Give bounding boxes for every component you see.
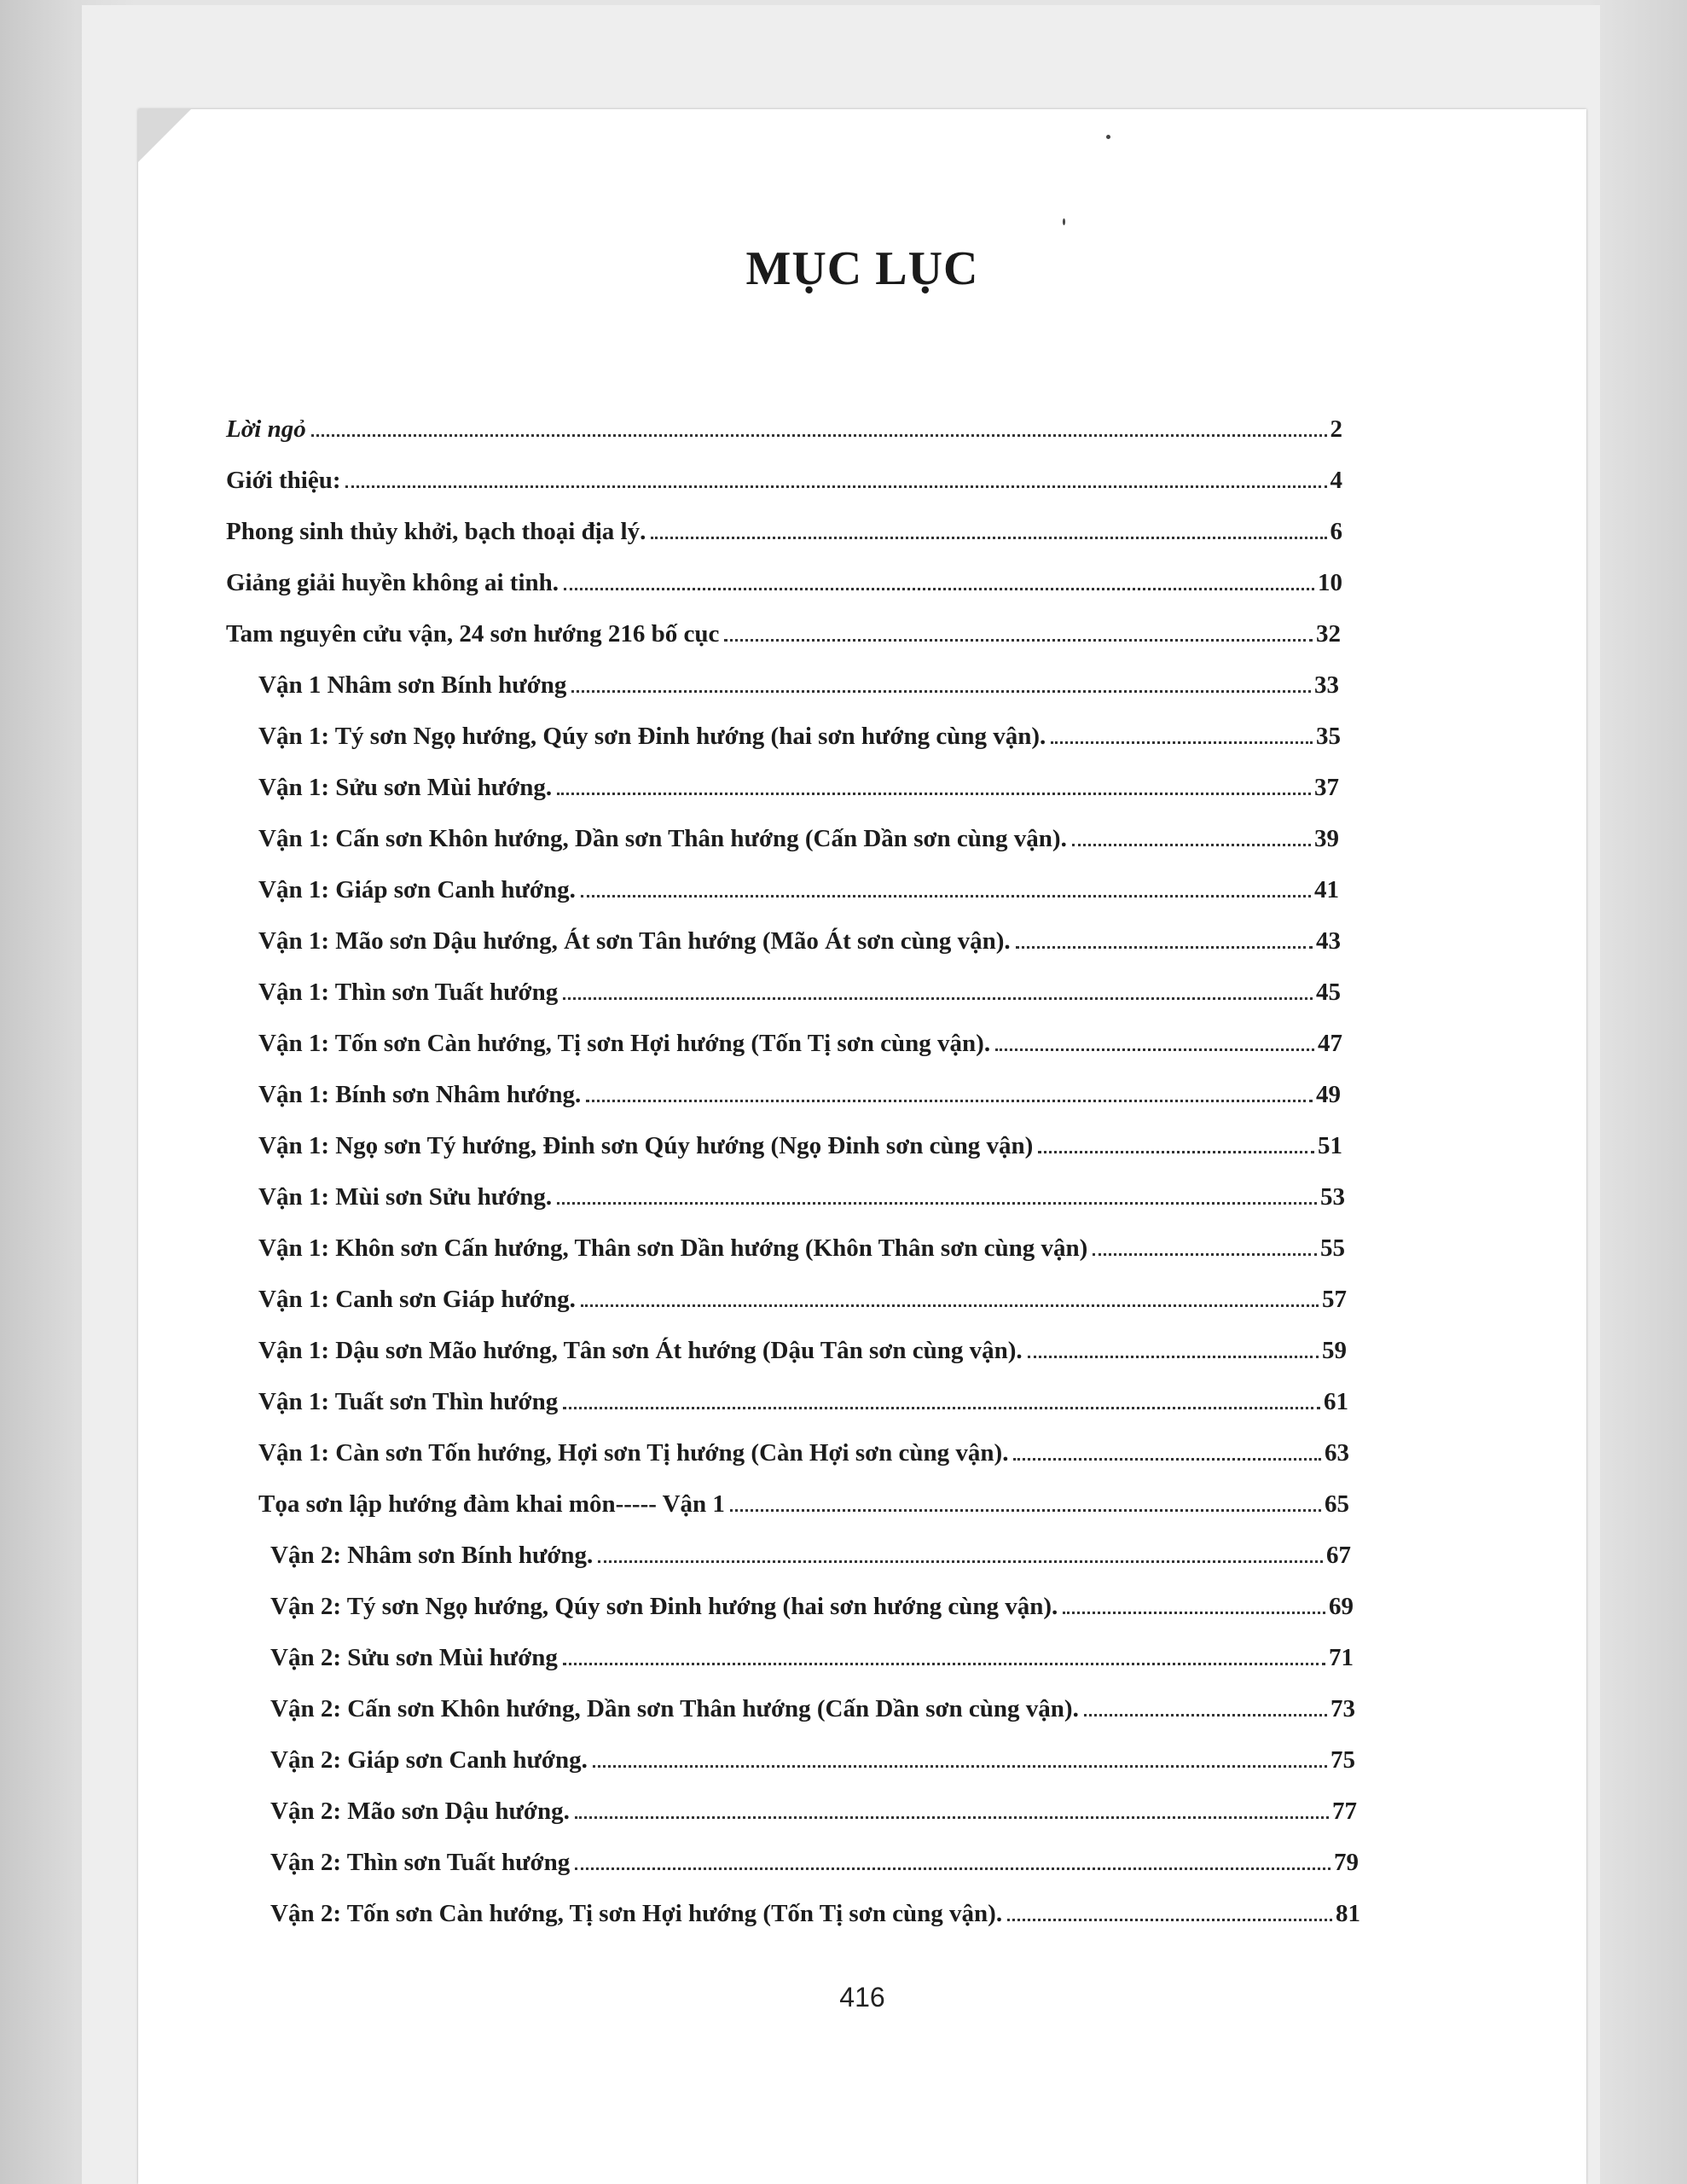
toc-entry-label: Vận 1: Tốn sơn Càn hướng, Tị sơn Hợi hướng (Tốn Tị sơn cùng vận). xyxy=(258,1030,991,1057)
dot-leader xyxy=(995,1048,1314,1051)
dot-leader xyxy=(1072,844,1311,846)
dot-leader xyxy=(1038,1151,1314,1153)
dot-leader xyxy=(651,537,1326,539)
toc-entry xyxy=(258,1333,1347,1368)
toc-entry-page: 43 xyxy=(1316,927,1341,955)
toc-entry xyxy=(270,1743,1355,1777)
toc-entry-label: Vận 2: Mão sơn Dậu hướng. xyxy=(270,1798,570,1825)
dot-leader xyxy=(593,1765,1327,1768)
toc-entry-label: Vận 1: Thìn sơn Tuất hướng xyxy=(258,979,559,1006)
toc-entry xyxy=(258,1385,1348,1419)
toc-entry-page: 39 xyxy=(1314,825,1339,852)
toc-entry-page: 75 xyxy=(1330,1746,1355,1774)
toc-entry-label: Vận 1: Giáp sơn Canh hướng. xyxy=(258,876,576,903)
dot-leader xyxy=(586,1100,1313,1102)
page-title: MỤC LỤC xyxy=(745,242,979,295)
toc-entry-label: Vận 1: Tuất sơn Thìn hướng xyxy=(258,1388,559,1415)
dot-leader xyxy=(557,1202,1317,1205)
toc-entry-page: 55 xyxy=(1320,1234,1345,1262)
toc-entry-page: 53 xyxy=(1320,1183,1345,1211)
toc-entry-label: Giới thiệu: xyxy=(226,467,341,494)
toc-entry xyxy=(258,1077,1341,1112)
dot-leader xyxy=(564,588,1314,590)
toc-entry-page: 57 xyxy=(1322,1286,1347,1313)
dot-leader xyxy=(1013,1458,1321,1461)
toc-entry-label: Vận 2: Nhâm sơn Bính hướng. xyxy=(270,1542,594,1569)
toc-entry-page: 69 xyxy=(1329,1593,1354,1620)
page-number: 416 xyxy=(839,1982,885,2013)
toc-entry-page: 6 xyxy=(1330,518,1342,545)
toc-entry-label: Vận 1: Mão sơn Dậu hướng, Át sơn Tân hướng (Mão Át sơn cùng vận). xyxy=(258,927,1011,955)
toc-entry xyxy=(226,463,1342,497)
toc-entry xyxy=(258,1026,1342,1060)
toc-entry xyxy=(258,719,1341,753)
toc-entry xyxy=(258,1436,1349,1470)
dot-leader xyxy=(581,895,1311,897)
toc-entry-label: Vận 1: Khôn sơn Cấn hướng, Thân sơn Dần hướng (Khôn Thân sơn cùng vận) xyxy=(258,1234,1088,1262)
dot-leader xyxy=(571,690,1311,693)
dot-leader xyxy=(575,1867,1330,1870)
toc-entry-label: Vận 2: Sửu sơn Mùi hướng xyxy=(270,1644,558,1671)
toc-entry-page: 32 xyxy=(1316,620,1341,648)
dot-leader xyxy=(575,1816,1329,1819)
toc-entry xyxy=(226,566,1342,600)
dot-leader xyxy=(563,1407,1320,1409)
toc-entry-page: 10 xyxy=(1318,569,1342,596)
toc-entry-page: 81 xyxy=(1336,1900,1360,1927)
toc-entry-label: Vận 1: Bính sơn Nhâm hướng. xyxy=(258,1081,582,1108)
toc-entry-page: 35 xyxy=(1316,723,1341,750)
toc-entry-page: 2 xyxy=(1330,415,1342,443)
dot-leader xyxy=(1028,1356,1319,1358)
toc-entry xyxy=(258,873,1339,907)
toc-entry-label: Phong sinh thủy khởi, bạch thoại địa lý. xyxy=(226,518,646,545)
toc-entry-label: Vận 1: Tý sơn Ngọ hướng, Qúy sơn Đinh hướng (hai sơn hướng cùng vận). xyxy=(258,723,1046,750)
dot-leader xyxy=(730,1509,1321,1512)
toc-entry xyxy=(270,1589,1354,1623)
toc-entry xyxy=(270,1641,1354,1675)
toc-entry-label: Vận 2: Cấn sơn Khôn hướng, Dần sơn Thân hướng (Cấn Dần sơn cùng vận). xyxy=(270,1695,1079,1722)
toc-entry xyxy=(226,412,1342,446)
toc-entry-label: Vận 1: Canh sơn Giáp hướng. xyxy=(258,1286,576,1313)
toc-entry-page: 49 xyxy=(1316,1081,1341,1108)
dot-leader xyxy=(724,639,1313,642)
document-page xyxy=(138,109,1586,2184)
toc-entry-label: Vận 2: Tý sơn Ngọ hướng, Qúy sơn Đinh hướng (hai sơn hướng cùng vận). xyxy=(270,1593,1058,1620)
toc-entry xyxy=(258,1231,1345,1265)
toc-entry-page: 65 xyxy=(1325,1490,1349,1518)
toc-entry-label: Lời ngỏ xyxy=(226,415,306,443)
toc-entry-label: Tọa sơn lập hướng đàm khai môn----- Vận 1 xyxy=(258,1490,725,1518)
toc-entry-label: Vận 1: Càn sơn Tốn hướng, Hợi sơn Tị hướng (Càn Hợi sơn cùng vận). xyxy=(258,1439,1009,1467)
dot-leader xyxy=(345,485,1326,488)
toc-entry xyxy=(270,1538,1351,1572)
toc-entry xyxy=(258,1487,1349,1521)
toc-entry-page: 41 xyxy=(1314,876,1339,903)
toc-entry-page: 73 xyxy=(1330,1695,1355,1722)
dot-leader xyxy=(1084,1714,1327,1716)
toc-entry-page: 33 xyxy=(1314,671,1339,699)
toc-entry-page: 71 xyxy=(1329,1644,1354,1671)
dot-leader xyxy=(581,1304,1319,1307)
toc-entry-page: 63 xyxy=(1325,1439,1349,1467)
toc-entry xyxy=(226,617,1341,651)
toc-entry-label: Vận 2: Thìn sơn Tuất hướng xyxy=(270,1849,571,1876)
toc-entry-label: Vận 1: Mùi sơn Sửu hướng. xyxy=(258,1183,553,1211)
dot-leader xyxy=(598,1560,1323,1563)
toc-entry-label: Tam nguyên cửu vận, 24 sơn hướng 216 bố cục xyxy=(226,620,720,648)
dot-leader xyxy=(1051,741,1313,744)
toc-entry xyxy=(258,1282,1347,1316)
toc-entry-label: Vận 1: Sửu sơn Mùi hướng. xyxy=(258,774,553,801)
toc-entry xyxy=(258,975,1341,1009)
dot-leader xyxy=(1016,946,1313,949)
toc-entry-label: Vận 1: Ngọ sơn Tý hướng, Đinh sơn Qúy hướng (Ngọ Đinh sơn cùng vận) xyxy=(258,1132,1034,1159)
toc-entry-page: 61 xyxy=(1324,1388,1348,1415)
toc-entry xyxy=(258,1129,1342,1163)
toc-entry xyxy=(258,1180,1345,1214)
toc-entry-page: 45 xyxy=(1316,979,1341,1006)
toc-entry xyxy=(270,1896,1360,1931)
toc-entry-page: 37 xyxy=(1314,774,1339,801)
toc-entry-label: Giảng giải huyền không ai tinh. xyxy=(226,569,559,596)
dot-leader xyxy=(1063,1612,1325,1614)
toc-entry-label: Vận 1: Dậu sơn Mão hướng, Tân sơn Át hướng (Dậu Tân sơn cùng vận). xyxy=(258,1337,1023,1364)
toc-entry-label: Vận 2: Giáp sơn Canh hướng. xyxy=(270,1746,588,1774)
toc-entry xyxy=(258,822,1339,856)
dot-leader xyxy=(311,434,1327,437)
toc-entry xyxy=(270,1794,1357,1828)
toc-entry xyxy=(258,770,1339,804)
toc-entry-label: Vận 2: Tốn sơn Càn hướng, Tị sơn Hợi hướng (Tốn Tị sơn cùng vận). xyxy=(270,1900,1003,1927)
toc-entry-page: 59 xyxy=(1322,1337,1347,1364)
toc-entry-label: Vận 1: Cấn sơn Khôn hướng, Dần sơn Thân hướng (Cấn Dần sơn cùng vận). xyxy=(258,825,1067,852)
dot-leader xyxy=(1093,1253,1317,1256)
toc-entry xyxy=(258,924,1341,958)
toc-entry xyxy=(258,668,1339,702)
toc-entry xyxy=(270,1692,1355,1726)
toc-entry xyxy=(226,514,1342,549)
dot-leader xyxy=(563,997,1313,1000)
dot-leader xyxy=(1007,1919,1332,1921)
toc-entry-page: 47 xyxy=(1318,1030,1342,1057)
table-of-contents xyxy=(138,109,1586,2071)
toc-entry xyxy=(270,1845,1359,1879)
toc-entry-label: Vận 1 Nhâm sơn Bính hướng xyxy=(258,671,567,699)
toc-entry-page: 77 xyxy=(1332,1798,1357,1825)
dot-leader xyxy=(557,793,1311,795)
toc-entry-page: 51 xyxy=(1318,1132,1342,1159)
dot-leader xyxy=(563,1663,1325,1665)
toc-entry-page: 79 xyxy=(1334,1849,1359,1876)
toc-entry-page: 4 xyxy=(1330,467,1342,494)
toc-entry-page: 67 xyxy=(1326,1542,1351,1569)
